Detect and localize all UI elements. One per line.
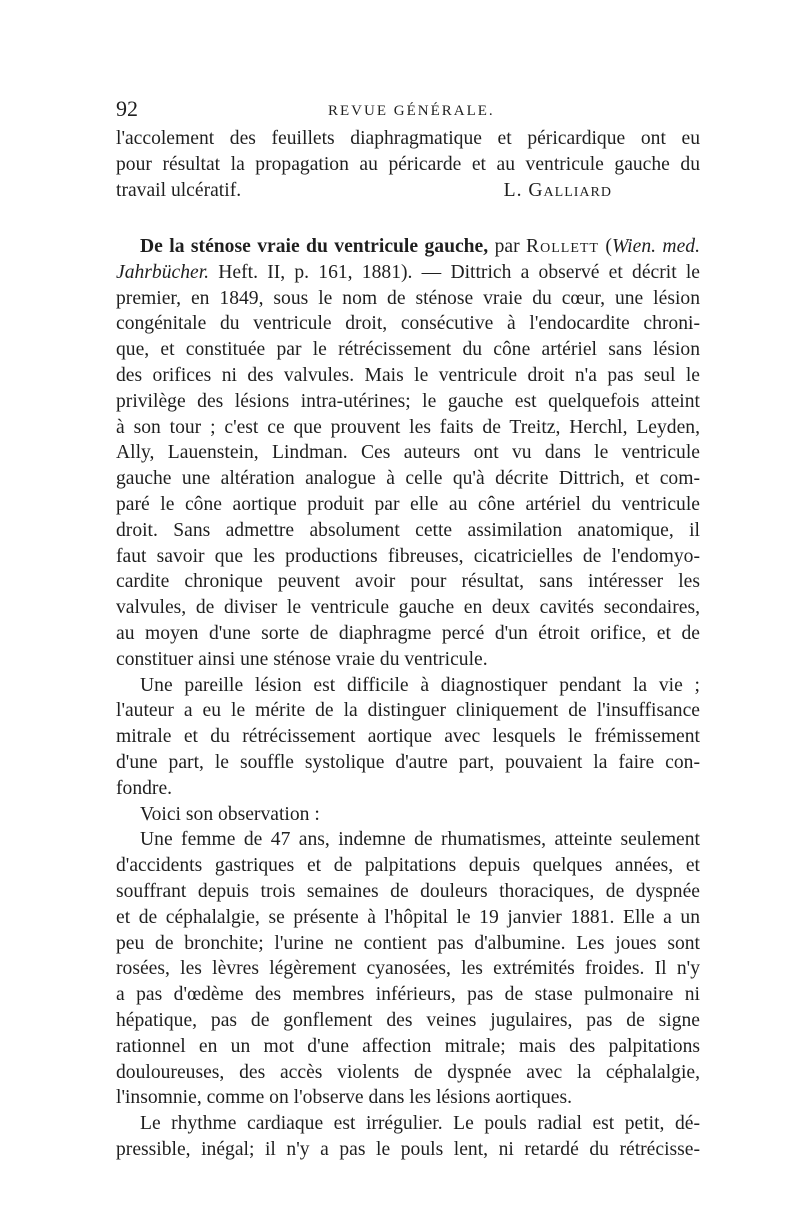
text-line: premier, en 1849, sous le nom de sténose vraie du cœur, une lésion [116,287,700,309]
text-line: hépatique, pas de gonflement des veines jugulaires, pas de signe [116,1009,700,1031]
connector-text: par [488,236,527,257]
text-line: Une pareille lésion est difficile à diagnostiquer pendant la vie ; [140,674,700,696]
text-line: rationnel en un mot d'une affection mitrale; mais des palpitations [116,1035,700,1057]
text-line: des orifices ni des valvules. Mais le ventricule droit n'a pas seul le [116,364,700,386]
journal-name-cont: Jahrbücher. [116,261,210,283]
text-line: l'auteur a eu le mérite de la distinguer cliniquement de l'insuffisance [116,700,700,722]
text-line: gauche une altération analogue à celle qu'à décrite Dittrich, et com- [116,468,700,490]
text-line: privilège des lésions intra-utérines; le gauche est quelquefois atteint [116,390,700,412]
text-line: travail ulcératif. [116,179,242,201]
text-line: peu de bronchite; l'urine ne contient pas d'albumine. Les joues sont [116,932,700,954]
signature-line [116,178,700,204]
text-line: Voici son observation : [140,803,320,825]
text-line: droit. Sans admettre absolument cette assimilation anatomique, il [116,519,700,541]
journal-name: Wien. med. [611,236,700,257]
text-line: pressible, inégal; il n'y a pas le pouls lent, ni retardé du rétrécisse- [116,1138,700,1160]
article-author: Rollett [526,236,599,257]
text-line: d'accidents gastriques et de palpitations depuis quelques années, et [116,855,700,877]
text-line: Ally, Lauenstein, Lindman. Ces auteurs ont vu dans le ventricule [116,442,700,464]
running-title: REVUE GÉNÉRALE. [328,103,495,119]
text-line: Une femme de 47 ans, indemne de rhumatismes, atteinte seulement [140,829,700,851]
connector-text: ( [598,236,612,257]
text-line: mitrale et du rétrécissement aortique avec lesquels le frémissement [116,726,700,748]
text-line: souffrant depuis trois semaines de douleurs thoraciques, de dyspnée [116,880,700,902]
page-number: 92 [116,96,138,121]
text-line: et de céphalalgie, se présente à l'hôpital le 19 janvier 1881. Elle a un [116,906,700,928]
text-line: au moyen d'une sorte de diaphragme percé d'un étroit orifice, et de [116,622,700,644]
article-paragraph [116,234,700,1163]
text-line: l'insomnie, comme on l'observe dans les lésions aortiques. [116,1087,573,1109]
text-line: a pas d'œdème des membres inférieurs, pas de stase pulmonaire ni [116,984,700,1006]
text-line: faut savoir que les productions fibreuses, cicatricielles de l'endomyo- [116,545,700,567]
reference-line [116,260,700,286]
page-header [116,96,696,120]
article-title-line [116,234,700,260]
reference-details: Heft. II, p. 161, 1881). — Dittrich a observé et décrit le [209,261,700,283]
text-line: fondre. [116,777,173,799]
text-line: Le rhythme cardiaque est irrégulier. Le pouls radial est petit, dé- [140,1113,700,1135]
text-line: congénitale du ventricule droit, consécutive à l'endocardite chroni- [116,313,700,335]
text-line: cardite chronique peuvent avoir pour résultat, sans intéresser les [116,571,700,593]
text-line: l'accolement des feuillets diaphragmatique et péricardique ont eu [116,128,700,149]
text-line: d'une part, le souffle systolique d'autre part, pouvaient la faire con- [116,751,700,773]
text-line: valvules, de diviser le ventricule gauche en deux cavités secondaires, [116,597,700,619]
text-line: douloureuses, des accès violents de dyspnée avec la céphalalgie, [116,1061,700,1083]
intro-paragraph [116,126,700,203]
text-line: constituer ainsi une sténose vraie du ventricule. [116,648,488,670]
text-line: à son tour ; c'est ce que prouvent les faits de Treitz, Herchl, Leyden, [116,416,700,438]
text-line: paré le cône aortique produit par elle au cône artériel du ventricule [116,493,700,515]
article-title: De la sténose vraie du ventricule gauche, [140,236,489,257]
text-line: rosées, les lèvres légèrement cyanosées, les extrémités froides. Il n'y [116,958,700,980]
text-line: que, et constituée par le rétrécissement du cône artériel sans lésion [116,339,700,361]
text-line: pour résultat la propagation au péricarde et au ventricule gauche du [116,153,700,175]
author-signature: L. Galliard [503,179,612,201]
